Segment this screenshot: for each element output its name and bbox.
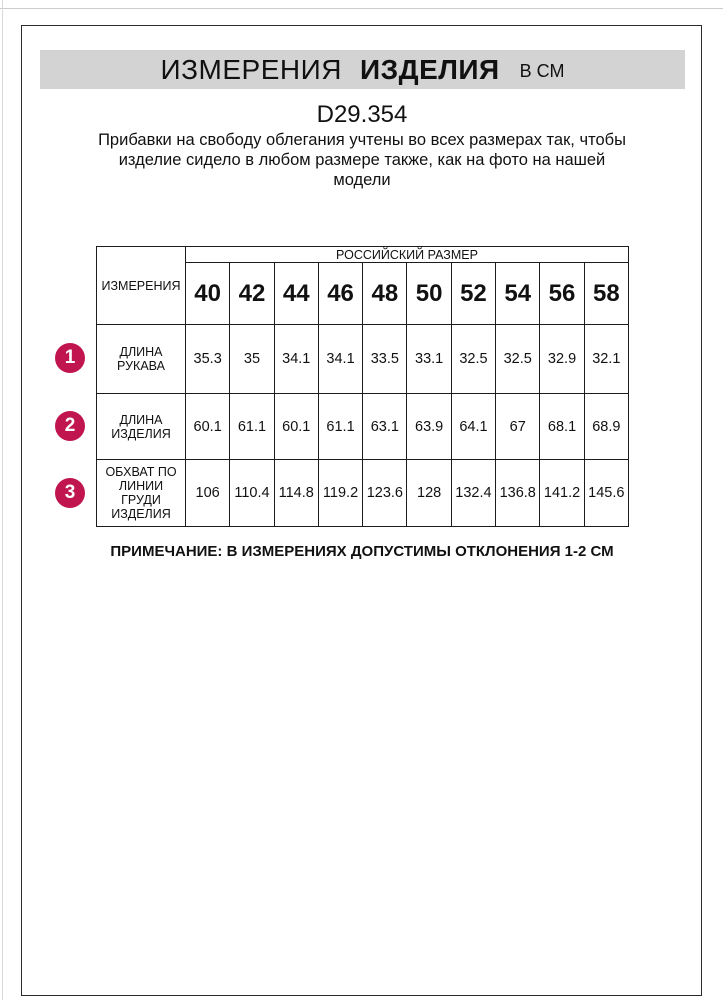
measurement-value: 128	[407, 460, 451, 527]
size-column-header: 50	[407, 263, 451, 325]
measurement-value: 35	[230, 325, 274, 394]
fit-description-line: модели	[333, 171, 391, 189]
row-marker-badge	[55, 478, 85, 508]
measurement-value: 35.3	[186, 325, 230, 394]
size-group-header-row	[97, 247, 629, 263]
measurement-value: 106	[186, 460, 230, 527]
title-unit: В СМ	[519, 61, 565, 81]
measurement-value: 63.9	[407, 394, 451, 460]
row-marker-number: 1	[64, 347, 76, 368]
measurement-value: 32.1	[584, 325, 628, 394]
measurement-value: 33.1	[407, 325, 451, 394]
fit-description-line: Прибавки на свободу облегания учтены во всех размерах так, чтобы	[98, 131, 626, 149]
size-column-header: 48	[363, 263, 407, 325]
measurement-label: ОБХВАТ ПО ЛИНИИ ГРУДИ ИЗДЕЛИЯ	[97, 460, 186, 527]
row-marker-number: 3	[64, 482, 76, 503]
size-column-header: 58	[584, 263, 628, 325]
russian-size-header: РОССИЙСКИЙ РАЗМЕР	[186, 247, 629, 263]
fit-description-line: изделие сидело в любом размере также, как на фото на нашей	[118, 151, 606, 169]
size-column-header: 40	[186, 263, 230, 325]
measurement-value: 33.5	[363, 325, 407, 394]
size-column-header: 56	[540, 263, 584, 325]
row-marker-badge	[55, 411, 85, 441]
measurement-value: 60.1	[274, 394, 318, 460]
measurement-value: 141.2	[540, 460, 584, 527]
size-measurements-table	[96, 246, 629, 527]
measurement-value: 61.1	[318, 394, 362, 460]
size-column-header: 52	[451, 263, 495, 325]
measurement-row	[97, 325, 629, 394]
size-column-header: 54	[496, 263, 540, 325]
row-marker-badge	[55, 343, 85, 373]
title-banner	[40, 50, 685, 89]
measurement-value: 68.1	[540, 394, 584, 460]
product-code: D29.354	[316, 101, 408, 128]
measurement-value: 110.4	[230, 460, 274, 527]
measurement-value: 32.9	[540, 325, 584, 394]
measurement-row	[97, 460, 629, 527]
fit-description	[21, 130, 703, 190]
size-column-header: 46	[318, 263, 362, 325]
measurement-label: ДЛИНА ИЗДЕЛИЯ	[97, 394, 186, 460]
measurement-value: 132.4	[451, 460, 495, 527]
measurement-value: 119.2	[318, 460, 362, 527]
measurement-value: 32.5	[451, 325, 495, 394]
measurement-value: 68.9	[584, 394, 628, 460]
measurement-value: 34.1	[318, 325, 362, 394]
measurement-value: 123.6	[363, 460, 407, 527]
measurement-value: 145.6	[584, 460, 628, 527]
measurement-value: 114.8	[274, 460, 318, 527]
row-marker-number: 2	[64, 415, 76, 436]
measurement-value: 61.1	[230, 394, 274, 460]
measurement-value: 136.8	[496, 460, 540, 527]
page-edge-shadow-top	[0, 8, 723, 9]
measurement-value: 32.5	[496, 325, 540, 394]
page-edge-shadow-left	[2, 0, 3, 1000]
title-measurements: ИЗМЕРЕНИЯ	[160, 53, 342, 85]
measurement-label: ДЛИНА РУКАВА	[97, 325, 186, 394]
size-column-header: 44	[274, 263, 318, 325]
measurement-value: 63.1	[363, 394, 407, 460]
measurements-column-header: ИЗМЕРЕНИЯ	[97, 247, 186, 325]
title-product: ИЗДЕЛИЯ	[359, 53, 500, 85]
measurement-value: 64.1	[451, 394, 495, 460]
measurement-value: 67	[496, 394, 540, 460]
tolerance-note: ПРИМЕЧАНИЕ: В ИЗМЕРЕНИЯХ ДОПУСТИМЫ ОТКЛОНЕНИЯ 1-2 СМ	[110, 543, 614, 560]
size-column-header: 42	[230, 263, 274, 325]
measurement-row	[97, 394, 629, 460]
measurement-value: 34.1	[274, 325, 318, 394]
measurement-value: 60.1	[186, 394, 230, 460]
